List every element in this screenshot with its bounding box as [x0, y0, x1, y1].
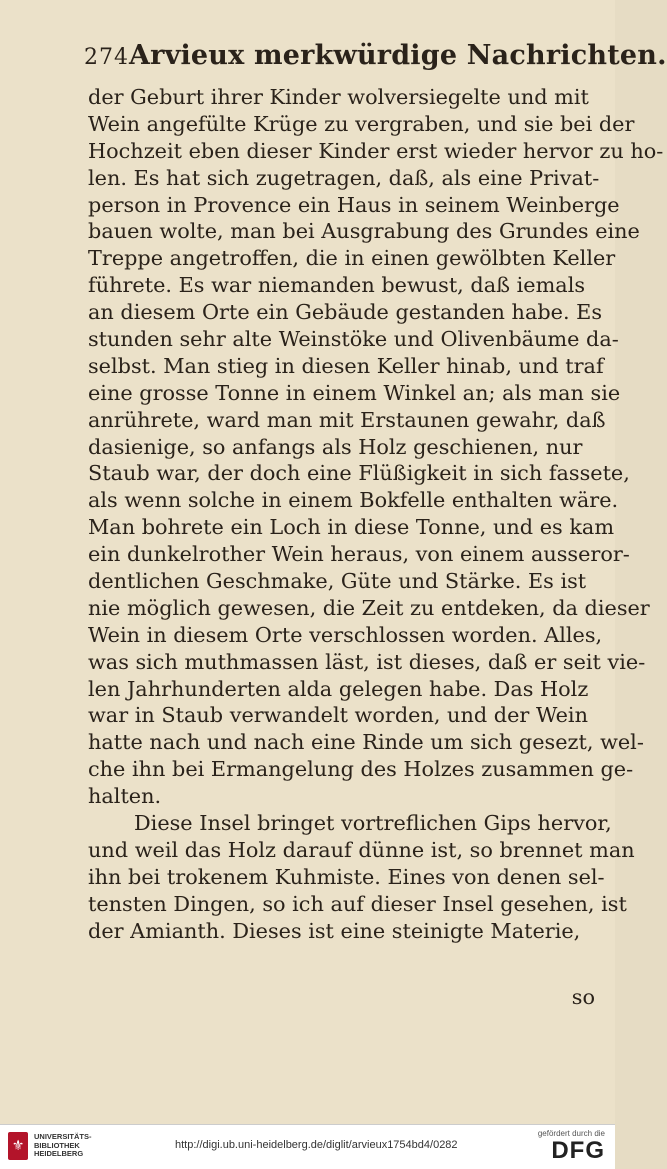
dfg-logo: DFG [551, 1137, 605, 1164]
text-line: len Jahrhunderten alda gelegen habe. Das Holz [88, 676, 589, 701]
text-line: an diesem Orte ein Gebäude gestanden habe. Es [88, 300, 603, 325]
text-line: dasienige, so anfangs als Holz geschienen, nur [88, 434, 583, 459]
running-title: Arvieux merkwürdige Nachrichten. [129, 40, 667, 71]
university-seal-icon: ⚜ [8, 1132, 28, 1160]
text-line: halten. [88, 784, 162, 809]
dfg-funding-badge[interactable] [538, 1129, 605, 1164]
text-line: bauen wolte, man bei Ausgrabung des Grundes eine [88, 219, 640, 244]
text-line: was sich muthmassen läst, ist dieses, daß er seit vie- [88, 649, 646, 674]
text-line: Treppe angetroffen, die in einen gewölbten Keller [88, 246, 616, 271]
text-line: Wein in diesem Orte verschlossen worden. Alles, [88, 622, 603, 647]
text-line: eine grosse Tonne in einem Winkel an; als man sie [88, 380, 621, 405]
text-line: che ihn bei Ermangelung des Holzes zusammen ge- [88, 757, 634, 782]
permalink-url[interactable]: http://digi.ub.uni-heidelberg.de/diglit/arvieux1754bd4/0282 [175, 1139, 458, 1151]
text-line: Man bohrete ein Loch in diese Tonne, und es kam [88, 515, 615, 540]
text-line: person in Provence ein Haus in seinem Weinberge [88, 192, 620, 217]
text-line: len. Es hat sich zugetragen, daß, als eine Privat- [88, 165, 600, 190]
text-line: Wein angefülte Krüge zu vergraben, und sie bei der [88, 111, 635, 136]
page-header [84, 40, 667, 76]
page-number: 274 [84, 45, 129, 70]
body-text [88, 84, 664, 945]
text-line: ein dunkelrother Wein heraus, von einem ausseror- [88, 542, 630, 567]
text-line: der Geburt ihrer Kinder wolversiegelte und mit [88, 85, 589, 109]
text-line: stunden sehr alte Weinstöke und Olivenbäume da- [88, 327, 619, 352]
text-line: Staub war, der doch eine Flüßigkeit in sich fassete, [88, 461, 630, 486]
text-line: hatte nach und nach eine Rinde um sich gesezt, wel- [88, 730, 644, 755]
text-line: anrührete, ward man mit Erstaunen gewahr, daß [88, 407, 606, 432]
text-line: dentlichen Geschmake, Güte und Stärke. Es ist [88, 569, 587, 594]
text-line: tensten Dingen, so ich auf dieser Insel gesehen, ist [88, 891, 627, 916]
text-line: nie möglich gewesen, die Zeit zu entdeken, da dieser [88, 595, 650, 620]
catchword: so [571, 985, 595, 1009]
library-logo-text: UNIVERSITÄTS-BIBLIOTHEK HEIDELBERG [34, 1132, 92, 1159]
text-line: der Amianth. Dieses ist eine steinigte Materie, [88, 918, 581, 943]
text-line: als wenn solche in einem Bokfelle enthalten wäre. [88, 488, 619, 513]
text-line: führete. Es war niemanden bewust, daß iemals [88, 273, 586, 298]
text-line: selbst. Man stieg in diesen Keller hinab, und traf [88, 353, 604, 378]
paragraph-start-line: Diese Insel bringet vortreflichen Gips hervor, [134, 811, 612, 836]
viewer-footer [0, 1124, 615, 1169]
text-line: war in Staub verwandelt worden, und der Wein [88, 703, 588, 728]
library-logo[interactable] [8, 1132, 124, 1160]
text-line: Hochzeit eben dieser Kinder erst wieder hervor zu ho- [88, 138, 664, 163]
dfg-caption: gefördert durch die [537, 1129, 605, 1138]
text-line: ihn bei trokenem Kuhmiste. Eines von denen sel- [88, 864, 605, 889]
text-line: und weil das Holz darauf dünne ist, so brennet man [88, 837, 635, 862]
